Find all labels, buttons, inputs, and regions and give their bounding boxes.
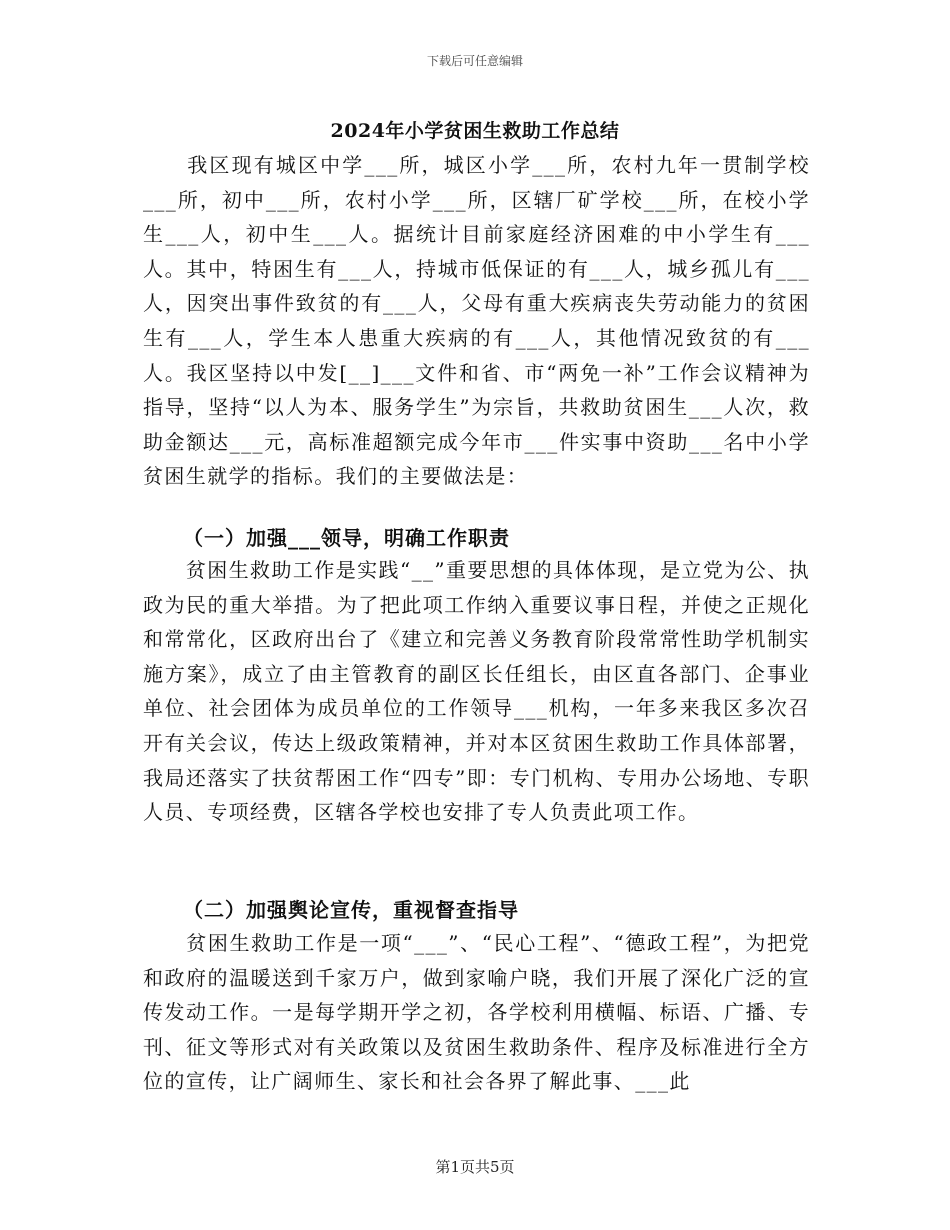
- paragraph-intro: 我区现有城区中学___所，城区小学___所，农村九年一贯制学校___所，初中___所，农村小学___所，区辖厂矿学校___所，在校小学生___人，初中生___人。据统计目前家庭经济困难的中小学生有___人。其中，特困生有___人，持城市低保证的有___人，城乡孤儿有___人，因突出事件致贫的有___人，父母有重大疾病丧失劳动能力的贫困生有___人，学生本人患重大疾病的有___人，其他情况致贫的有___人。我区坚持以中发[__]___文件和省、市“两免一补”工作会议精神为指导，坚持“以人为本、服务学生”为宗旨，共救助贫困生___人次，救助金额达___元，高标准超额完成今年市___件实事中资助___名中小学贫困生就学的指标。我们的主要做法是：: [143, 153, 810, 489]
- document-title: 2024年小学贫困生救助工作总结: [330, 120, 620, 142]
- page-number: 第1页共5页: [435, 1158, 515, 1176]
- section-heading-1: （一）加强___领导，明确工作职责: [183, 526, 510, 550]
- page-header-note: 下载后可任意编辑: [426, 54, 523, 68]
- paragraph-section-2: 贫困生救助工作是一项“___”、“民心工程”、“德政工程”，为把党和政府的温暖送到千家万户，做到家喻户晓，我们开展了深化广泛的宣传发动工作。一是每学期开学之初，各学校利用横幅、标语、广播、专刊、征文等形式对有关政策以及贫困生救助条件、程序及标准进行全方位的宣传，让广阔师生、家长和社会各界了解此事、___此: [143, 931, 810, 1094]
- section-heading-2: （二）加强舆论宣传，重视督查指导: [183, 898, 519, 922]
- paragraph-section-1: 贫困生救助工作是实践“__”重要思想的具体体现，是立党为公、执政为民的重大举措。为了把此项工作纳入重要议事日程，并使之正规化和常常化，区政府出台了《建立和完善义务教育阶段常常性助学机制实施方案》，成立了由主管教育的副区长任组长，由区直各部门、企事业单位、社会团体为成员单位的工作领导___机构，一年多来我区多次召开有关会议，传达上级政策精神，并对本区贫困生救助工作具体部署，我局还落实了扶贫帮困工作“四专”即：专门机构、专用办公场地、专职人员、专项经费，区辖各学校也安排了专人负责此项工作。: [143, 558, 810, 825]
